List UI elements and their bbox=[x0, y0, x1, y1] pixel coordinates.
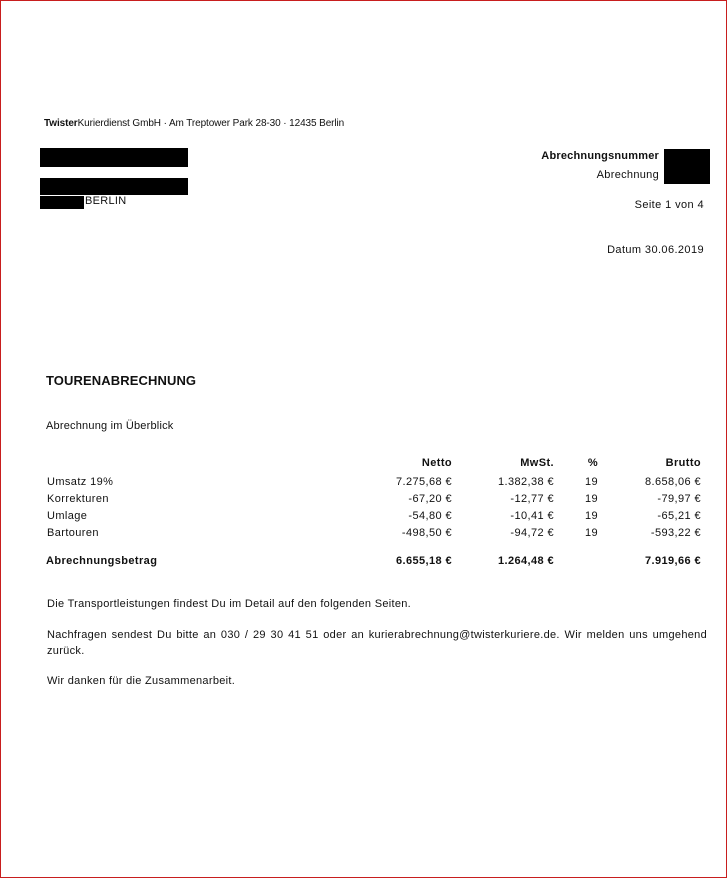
row-label: Umlage bbox=[47, 510, 88, 522]
column-header-mwst: MwSt. bbox=[520, 457, 554, 469]
row-mwst: -10,41 € bbox=[510, 510, 554, 522]
document-title: TOURENABRECHNUNG bbox=[46, 373, 197, 388]
document-date: Datum 30.06.2019 bbox=[607, 244, 704, 256]
column-header-percent: % bbox=[587, 457, 598, 469]
row-label: Korrekturen bbox=[47, 493, 109, 505]
page-indicator: Seite 1 von 4 bbox=[634, 199, 704, 211]
row-percent: 19 bbox=[584, 476, 598, 488]
row-percent: 19 bbox=[584, 527, 598, 539]
total-label: Abrechnungsbetrag bbox=[46, 555, 158, 567]
sender-address: Kurierdienst GmbH · Am Treptower Park 28-30 · 12435 Berlin bbox=[77, 118, 345, 129]
paragraph-details-note: Die Transportleistungen findest Du im Detail auf den folgenden Seiten. bbox=[47, 598, 412, 610]
row-netto: -67,20 € bbox=[408, 493, 452, 505]
recipient-city: BERLIN bbox=[85, 195, 127, 207]
row-label: Bartouren bbox=[47, 527, 99, 539]
section-subtitle: Abrechnung im Überblick bbox=[46, 420, 174, 432]
paragraph-thanks: Wir danken für die Zusammenarbeit. bbox=[47, 675, 236, 687]
row-brutto: -593,22 € bbox=[650, 527, 701, 539]
billing-number-label: Abrechnungsnummer bbox=[541, 150, 659, 162]
billing-type-label: Abrechnung bbox=[596, 169, 659, 181]
row-brutto: -65,21 € bbox=[657, 510, 701, 522]
redacted-recipient-street bbox=[40, 178, 188, 195]
row-brutto: -79,97 € bbox=[657, 493, 701, 505]
row-netto: -54,80 € bbox=[408, 510, 452, 522]
row-netto: -498,50 € bbox=[401, 527, 452, 539]
paragraph-contact-note: Nachfragen sendest Du bitte an 030 / 29 30 41 51 oder an kurierabrechnung@twisterkuriere.de. Wir melden uns umgehend zurück. bbox=[47, 629, 707, 657]
total-netto: 6.655,18 € bbox=[396, 555, 452, 567]
row-mwst: 1.382,38 € bbox=[498, 476, 554, 488]
row-label: Umsatz 19% bbox=[47, 476, 114, 488]
row-percent: 19 bbox=[584, 510, 598, 522]
row-mwst: -94,72 € bbox=[510, 527, 554, 539]
total-mwst: 1.264,48 € bbox=[498, 555, 554, 567]
sender-address-line bbox=[44, 118, 344, 129]
total-brutto: 7.919,66 € bbox=[645, 555, 701, 567]
column-header-brutto: Brutto bbox=[665, 457, 701, 469]
sender-brand: Twister bbox=[44, 118, 78, 129]
row-netto: 7.275,68 € bbox=[396, 476, 452, 488]
row-brutto: 8.658,06 € bbox=[645, 476, 701, 488]
redacted-billing-number bbox=[664, 149, 710, 184]
row-percent: 19 bbox=[584, 493, 598, 505]
row-mwst: -12,77 € bbox=[510, 493, 554, 505]
redacted-recipient-name bbox=[40, 148, 188, 167]
column-header-netto: Netto bbox=[421, 457, 452, 469]
redacted-recipient-zip bbox=[40, 196, 84, 209]
